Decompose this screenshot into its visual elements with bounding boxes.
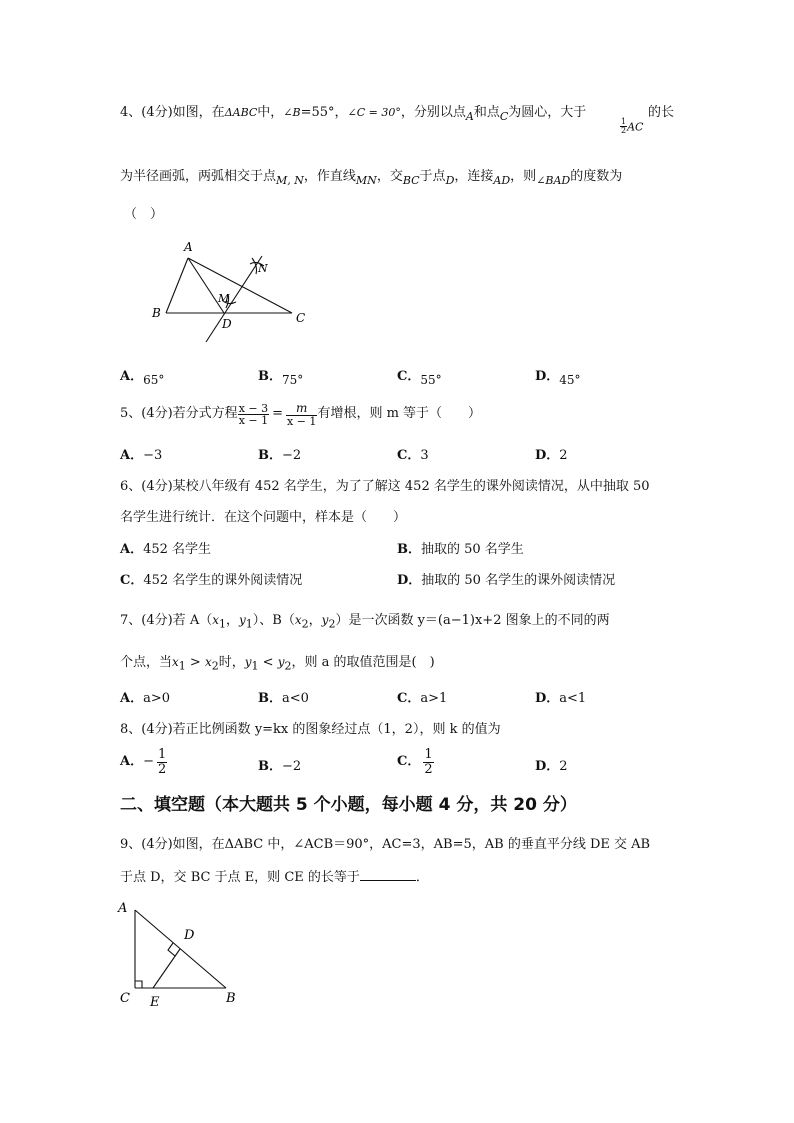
q4-arc-n-2 [252, 258, 257, 274]
q4-figure [140, 236, 320, 346]
q9-right-angle-c [135, 981, 142, 988]
q8-option-c[interactable]: C． $\frac{1}{2}$ [397, 747, 433, 777]
q4-label-c: C [296, 311, 306, 325]
q6-option-d[interactable]: D．抽取的 50 名学生的课外阅读情况 [397, 573, 616, 588]
q5-option-c[interactable]: C．3 [397, 448, 429, 463]
q4-label-d: D [222, 317, 232, 331]
q4-option-a[interactable]: A．65° [120, 369, 165, 387]
q9-label-d: D [184, 928, 195, 943]
q4-option-c[interactable]: C．55° [397, 369, 442, 387]
q5-line: 5、(4分)若分式方程 $\frac{x - 3}{x - 1}$ = $\frac{m}{x - 1}$ 有增根，则 m 等于（ ） [120, 401, 482, 428]
q9-segment-de [153, 949, 180, 988]
section-2-heading: 二、填空题（本大题共 5 个小题，每小题 4 分，共 20 分） [120, 795, 577, 815]
q5-left-fraction: $\frac{x - 3}{x - 1}$ [238, 401, 269, 428]
q5-right-fraction: $\frac{m}{x - 1}$ [287, 401, 317, 428]
q6-line-1: 6、(4分)某校八年级有 452 名学生，为了了解这 452 名学生的课外阅读情况，从中抽取 50 [120, 479, 650, 494]
q4-line-1-end: 的长 [648, 105, 675, 120]
q4-option-d[interactable]: D．45° [535, 369, 581, 387]
q9-answer-blank[interactable] [360, 868, 416, 881]
q9-label-e: E [150, 995, 160, 1010]
q5-option-a[interactable]: A．−3 [120, 448, 163, 463]
q9-label-c: C [120, 991, 130, 1006]
q9-side-ab [135, 910, 226, 988]
q4-side-ab [166, 258, 188, 313]
q6-option-c[interactable]: C．452 名学生的课外阅读情况 [120, 573, 303, 588]
q4-label-m: M [218, 292, 230, 305]
q8-line: 8、(4分)若正比例函数 y=kx 的图象经过点（1，2），则 k 的值为 [120, 722, 501, 737]
q8-option-b[interactable]: B．−2 [258, 759, 302, 774]
q6-option-a[interactable]: A．452 名学生 [120, 542, 212, 557]
q4-half-fraction: $\frac{1}{2}$ [621, 117, 627, 136]
q8-option-c-fraction: $\frac{1}{2}$ [424, 747, 433, 777]
q7-line-1: 7、(4分)若 $A(x_1$，$y_1$）、$B(x_2$，$y_2$）是一次函数 y＝(a−1)x+2 图象上的不同的两 [120, 613, 610, 631]
q9-figure [112, 896, 252, 1012]
q9-label-b: B [226, 991, 236, 1006]
q9-line-1: 9、(4分)如图，在ΔABC 中，∠ACB＝90°，AC=3，AB=5，AB 的垂直平分线 DE 交 AB [120, 837, 651, 852]
q5-option-d[interactable]: D．2 [535, 448, 568, 463]
q8-option-a[interactable]: A． − $\frac{1}{2}$ [120, 747, 167, 777]
q4-label-a: A [184, 240, 193, 254]
q4-line-2: 为半径画弧，两弧相交于点$_{M, N}$，作直线$_{MN}$，交$_{BC}$于点$_D$，连接$_{AD}$，则$_{\angle BAD}$的度数为 [120, 169, 623, 187]
q7-option-c[interactable]: C．a>1 [397, 691, 448, 706]
q4-label-b: B [152, 306, 161, 320]
q7-line-2: 个点，当$x_1 > x_2$时，$y_1 < y_2$，则 a 的取值范围是( ) [120, 655, 435, 673]
q4-label-n: N [258, 262, 268, 275]
q4-line-1: 4、(4分)如图，在ΔABC中，∠B=55°，∠C = 30°，分别以点$_A$和点$_C$为圆心，大于 [120, 105, 587, 123]
q4-side-ac [188, 258, 292, 313]
q8-option-a-fraction: $\frac{1}{2}$ [158, 747, 167, 777]
q4-option-b[interactable]: B．75° [258, 369, 304, 387]
q4-half-ac: $\frac{1}{2}$ AC [621, 117, 644, 136]
q7-option-a[interactable]: A．a>0 [120, 691, 171, 706]
q6-option-b[interactable]: B．抽取的 50 名学生 [397, 542, 524, 557]
q4-answer-paren: （ ） [124, 207, 164, 222]
q9-right-angle-d [168, 943, 175, 956]
q5-option-b[interactable]: B．−2 [258, 448, 302, 463]
q6-line-2: 名学生进行统计．在这个问题中，样本是（ ） [120, 510, 407, 525]
q7-option-d[interactable]: D．a<1 [535, 691, 587, 706]
q7-option-b[interactable]: B．a<0 [258, 691, 309, 706]
q9-label-a: A [118, 901, 128, 916]
q9-line-2: 于点 D，交 BC 于点 E，则 CE 的长等于 ． [120, 870, 429, 885]
q8-option-d[interactable]: D．2 [535, 759, 568, 774]
